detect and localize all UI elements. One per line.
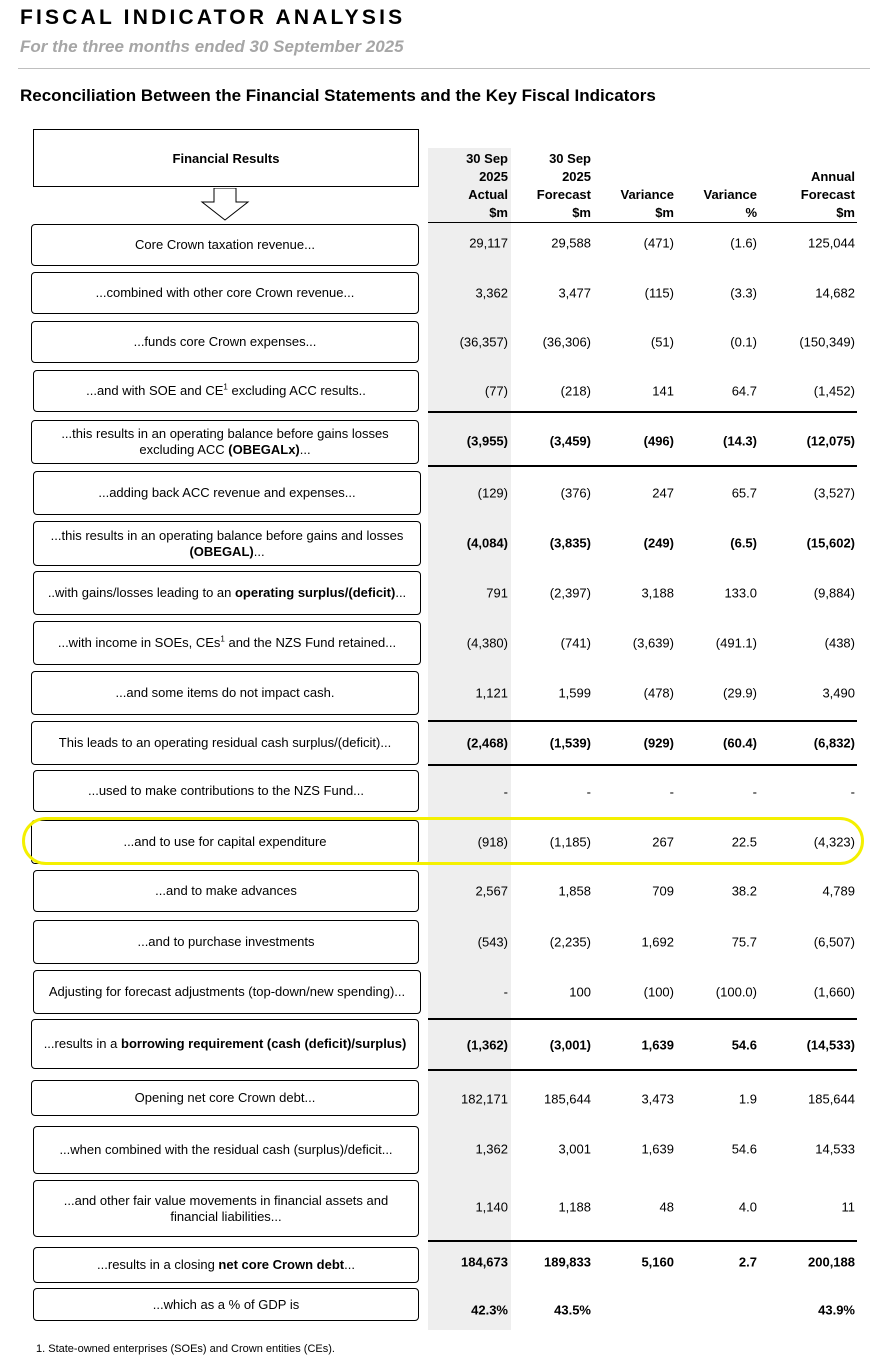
row-label-box (31, 224, 419, 266)
row-label (59, 735, 391, 751)
table-cell: (3.3) (730, 285, 757, 301)
table-cell: (1.6) (730, 235, 757, 251)
row-label-text: (OBEGAL) (189, 543, 254, 559)
table-cell: (4,323) (813, 834, 855, 850)
row-label-text: ...results in a (43, 1036, 121, 1051)
row-label-text: operating surplus/(deficit) (234, 585, 396, 600)
table-cell: (15,602) (806, 535, 855, 551)
table-cell: (3,639) (632, 635, 674, 651)
row-label-box (33, 521, 421, 566)
row-label (135, 237, 315, 253)
table-cell: 42.3% (471, 1302, 508, 1318)
row-label (44, 1036, 407, 1052)
table-cell: 182,171 (461, 1091, 508, 1107)
column-header-line: Forecast (800, 187, 855, 202)
table-cell: (1,539) (549, 735, 591, 751)
column-header-line: % (745, 205, 757, 220)
row-label-text: ...and other fair value movements in financial assets and financial liabilities... (63, 1192, 389, 1224)
table-cell: (60.4) (723, 735, 757, 751)
table-cell: (1,362) (466, 1037, 508, 1053)
table-cell: - (752, 784, 757, 800)
table-cell: (100) (643, 984, 674, 1000)
down-arrow-icon (200, 188, 250, 222)
row-label-text: ... (299, 442, 311, 457)
highlight-capital-expenditure (22, 817, 864, 865)
row-label (137, 934, 314, 950)
row-label-text: ...funds core Crown expenses... (133, 334, 317, 349)
table-cell: 189,833 (544, 1254, 591, 1270)
row-label (48, 585, 406, 601)
table-cell: 14,682 (815, 285, 855, 301)
row-label (58, 635, 396, 651)
column-header-line: 2025 (479, 169, 508, 184)
column-header-line: Variance (620, 187, 674, 202)
table-cell: (6.5) (730, 535, 757, 551)
row-label-text: Opening net core Crown debt... (134, 1090, 316, 1105)
footnote: 1. State-owned enterprises (SOEs) and Crown entities (CEs). (36, 1343, 335, 1355)
table-cell: (3,001) (549, 1037, 591, 1053)
row-label (86, 383, 366, 399)
row-label-text: ...which as a % of GDP is (152, 1296, 300, 1312)
row-label-box (31, 272, 419, 314)
row-label-text: ...results in a closing (97, 1257, 219, 1272)
row-label (134, 334, 317, 350)
table-cell: 185,644 (544, 1091, 591, 1107)
subtotal-rule (428, 720, 857, 722)
row-label-text: ...when combined with the residual cash (surplus)/deficit... (59, 1142, 393, 1157)
column-header-3 (621, 186, 675, 222)
row-label-box (33, 1126, 419, 1174)
row-label-text: Core Crown taxation revenue... (135, 237, 315, 252)
subtotal-rule (428, 411, 857, 413)
table-cell: (491.1) (715, 635, 757, 651)
column-header-line: 30 Sep (466, 151, 508, 166)
table-cell: 4,789 (822, 883, 855, 899)
column-header-line: $m (572, 205, 591, 220)
row-label-box (31, 321, 419, 363)
header-divider (428, 222, 857, 223)
row-label-text: ...and to make advances (155, 883, 297, 898)
column-header-line: $m (836, 205, 855, 220)
table-cell: (929) (643, 735, 674, 751)
row-label-text: borrowing requirement (cash (deficit)/surplus) (121, 1036, 407, 1051)
table-cell: 3,490 (822, 685, 855, 701)
table-cell: 1,188 (558, 1199, 591, 1215)
column-header-line: 2025 (562, 169, 591, 184)
table-cell: - (503, 784, 508, 800)
row-label-text: ...combined with other core Crown revenue... (95, 285, 355, 300)
table-cell: 200,188 (808, 1254, 855, 1270)
table-cell: (4,084) (466, 535, 508, 551)
subtotal-rule (428, 1069, 857, 1071)
table-cell: (3,459) (549, 433, 591, 449)
subtotal-rule (428, 764, 857, 766)
table-cell: (6,507) (813, 934, 855, 950)
table-cell: (478) (643, 685, 674, 701)
row-label-box (33, 571, 421, 615)
row-label-box (33, 471, 421, 515)
table-cell: 22.5 (731, 834, 757, 850)
table-cell: 247 (652, 485, 674, 501)
table-cell: (100.0) (715, 984, 757, 1000)
column-header-4 (704, 186, 758, 222)
table-cell: - (503, 984, 508, 1000)
table-cell: - (669, 784, 674, 800)
row-label-text: excluding ACC results.. (227, 383, 366, 398)
row-label-text: ..with gains/losses leading to an (47, 585, 235, 600)
table-cell: 43.9% (818, 1302, 855, 1318)
row-label-box (31, 420, 419, 464)
table-cell: (0.1) (730, 334, 757, 350)
financial-results-label: Financial Results (172, 150, 280, 166)
table-cell: 1,599 (558, 685, 591, 701)
table-cell: 54.6 (731, 1141, 757, 1157)
row-label-text: and the NZS Fund retained... (224, 635, 397, 650)
table-cell: 267 (652, 834, 674, 850)
table-cell: (3,955) (466, 433, 508, 449)
row-label (98, 485, 355, 501)
table-cell: (1,660) (813, 984, 855, 1000)
row-label-text: ...adding back ACC revenue and expenses... (98, 485, 356, 500)
column-header-5 (801, 168, 855, 222)
row-label-box (33, 870, 419, 912)
row-label (44, 528, 410, 560)
table-cell: 48 (659, 1199, 674, 1215)
column-header-2 (537, 150, 591, 222)
table-cell: 100 (569, 984, 591, 1000)
table-cell: (29.9) (723, 685, 757, 701)
table-cell: 709 (652, 883, 674, 899)
table-cell: (3,835) (549, 535, 591, 551)
table-cell: 133.0 (724, 585, 757, 601)
table-cell: 1,692 (641, 934, 674, 950)
table-cell: (51) (650, 334, 674, 350)
row-label (49, 984, 405, 1000)
table-cell: (2,468) (466, 735, 508, 751)
table-cell: 3,477 (558, 285, 591, 301)
row-label (59, 1142, 392, 1158)
row-label-box (33, 770, 419, 812)
row-label-box (33, 920, 419, 964)
table-cell: (741) (560, 635, 591, 651)
row-label (96, 285, 355, 301)
table-cell: (543) (477, 934, 508, 950)
table-cell: (1,185) (549, 834, 591, 850)
table-cell: - (850, 784, 855, 800)
row-label-box (31, 1019, 419, 1069)
table-cell: (2,235) (549, 934, 591, 950)
row-label (153, 1297, 299, 1313)
row-label-text: Adjusting for forecast adjustments (top-down/new spending)... (48, 984, 406, 999)
table-cell: 75.7 (731, 934, 757, 950)
table-cell: 1,362 (475, 1141, 508, 1157)
table-cell: 14,533 (815, 1141, 855, 1157)
subtotal-rule (428, 1240, 857, 1242)
column-header-1 (466, 150, 508, 222)
table-cell: (4,380) (466, 635, 508, 651)
column-header-line: Actual (468, 187, 508, 202)
table-cell: 3,188 (641, 585, 674, 601)
table-cell: (438) (824, 635, 855, 651)
row-label (97, 1257, 355, 1273)
table-cell: (918) (477, 834, 508, 850)
table-cell: (77) (484, 383, 508, 399)
row-label-text: net core Crown debt (218, 1257, 345, 1272)
row-label-text: ...used to make contributions to the NZS Fund... (87, 783, 365, 798)
footnote-marker: 1 (223, 382, 228, 392)
table-cell: 184,673 (461, 1254, 508, 1270)
table-cell: 1,140 (475, 1199, 508, 1215)
table-cell: 29,588 (551, 235, 591, 251)
row-label-text: ... (395, 585, 407, 600)
report-subtitle: For the three months ended 30 September 2025 (20, 37, 404, 56)
table-cell: (496) (643, 433, 674, 449)
column-header-line: Annual (810, 169, 855, 184)
table-cell: (471) (643, 235, 674, 251)
table-cell: 185,644 (808, 1091, 855, 1107)
row-label-text: ...this results in an operating balance before gains losses excluding ACC (61, 426, 389, 457)
column-header-line: 30 Sep (549, 151, 591, 166)
table-cell: (14,533) (806, 1037, 855, 1053)
table-cell: (129) (477, 485, 508, 501)
footnote-marker: 1 (220, 634, 225, 644)
table-cell: 54.6 (731, 1037, 757, 1053)
table-cell: 3,473 (641, 1091, 674, 1107)
row-label-box (33, 621, 421, 665)
table-cell: 1.9 (738, 1091, 757, 1107)
table-cell: (12,075) (806, 433, 855, 449)
table-cell: 2,567 (475, 883, 508, 899)
table-cell: (9,884) (813, 585, 855, 601)
row-label-box (33, 370, 419, 412)
column-header-line: $m (655, 205, 674, 220)
table-cell: (150,349) (799, 334, 855, 350)
row-label-text: ... (344, 1257, 355, 1272)
table-cell: (249) (643, 535, 674, 551)
row-label-box (31, 1080, 419, 1116)
row-label (155, 883, 297, 899)
table-cell: 1,121 (475, 685, 508, 701)
column-header-line: Forecast (536, 187, 591, 202)
table-cell: (115) (644, 285, 674, 301)
table-cell: - (586, 784, 591, 800)
row-label-text: ... (253, 543, 265, 559)
report-title: FISCAL INDICATOR ANALYSIS (20, 6, 406, 29)
row-label (88, 783, 364, 799)
table-cell: (3,527) (813, 485, 855, 501)
row-label-text: ...and with SOE and CE (86, 383, 224, 398)
row-label-box (31, 671, 419, 715)
table-cell: 5,160 (641, 1254, 674, 1270)
table-cell: 11 (841, 1199, 855, 1215)
table-cell: 2.7 (738, 1254, 757, 1270)
table-cell: 3,362 (475, 285, 508, 301)
row-label-text: ...with income in SOEs, CEs (57, 635, 221, 650)
row-label-box (33, 970, 421, 1014)
row-label-box (33, 1288, 419, 1321)
row-label-text: ...and some items do not impact cash. (115, 685, 335, 700)
row-label (44, 1193, 408, 1225)
table-cell: 65.7 (731, 485, 757, 501)
row-label-text: ...and to purchase investments (137, 934, 315, 949)
subtotal-rule (428, 1018, 857, 1020)
table-cell: (14.3) (723, 433, 757, 449)
table-cell: 1,639 (641, 1141, 674, 1157)
table-cell: 29,117 (469, 235, 508, 251)
table-cell: 64.7 (731, 383, 757, 399)
row-label-text: ...this results in an operating balance before gains and losses (50, 527, 404, 543)
row-label-text: This leads to an operating residual cash surplus/(deficit)... (58, 735, 392, 750)
row-label-box (33, 1180, 419, 1237)
row-label-text: (OBEGALx) (228, 442, 300, 457)
table-cell: (218) (560, 383, 591, 399)
row-label (116, 685, 335, 701)
table-cell: (1,452) (813, 383, 855, 399)
section-title: Reconciliation Between the Financial Statements and the Key Fiscal Indicators (20, 86, 656, 105)
table-cell: (2,397) (549, 585, 591, 601)
table-cell: 125,044 (808, 235, 855, 251)
table-cell: (6,832) (813, 735, 855, 751)
row-label-box (33, 1247, 419, 1283)
table-cell: 1,858 (558, 883, 591, 899)
column-header-line: Variance (703, 187, 757, 202)
column-header-line: $m (489, 205, 508, 220)
row-label (42, 426, 408, 458)
row-label (135, 1090, 316, 1106)
table-cell: 3,001 (558, 1141, 591, 1157)
table-cell: 1,639 (641, 1037, 674, 1053)
table-cell: 4.0 (738, 1199, 757, 1215)
financial-results-header-box (33, 129, 419, 187)
table-cell: (36,306) (542, 334, 591, 350)
table-cell: 43.5% (554, 1302, 591, 1318)
table-cell: (376) (560, 485, 591, 501)
table-cell: 38.2 (731, 883, 757, 899)
subtotal-rule (428, 465, 857, 467)
row-label-box (31, 721, 419, 765)
table-cell: (36,357) (459, 334, 508, 350)
header-rule (18, 68, 870, 69)
row-label-text: ...and to use for capital expenditure (123, 834, 327, 849)
table-cell: 141 (652, 383, 674, 399)
table-cell: 791 (486, 585, 508, 601)
